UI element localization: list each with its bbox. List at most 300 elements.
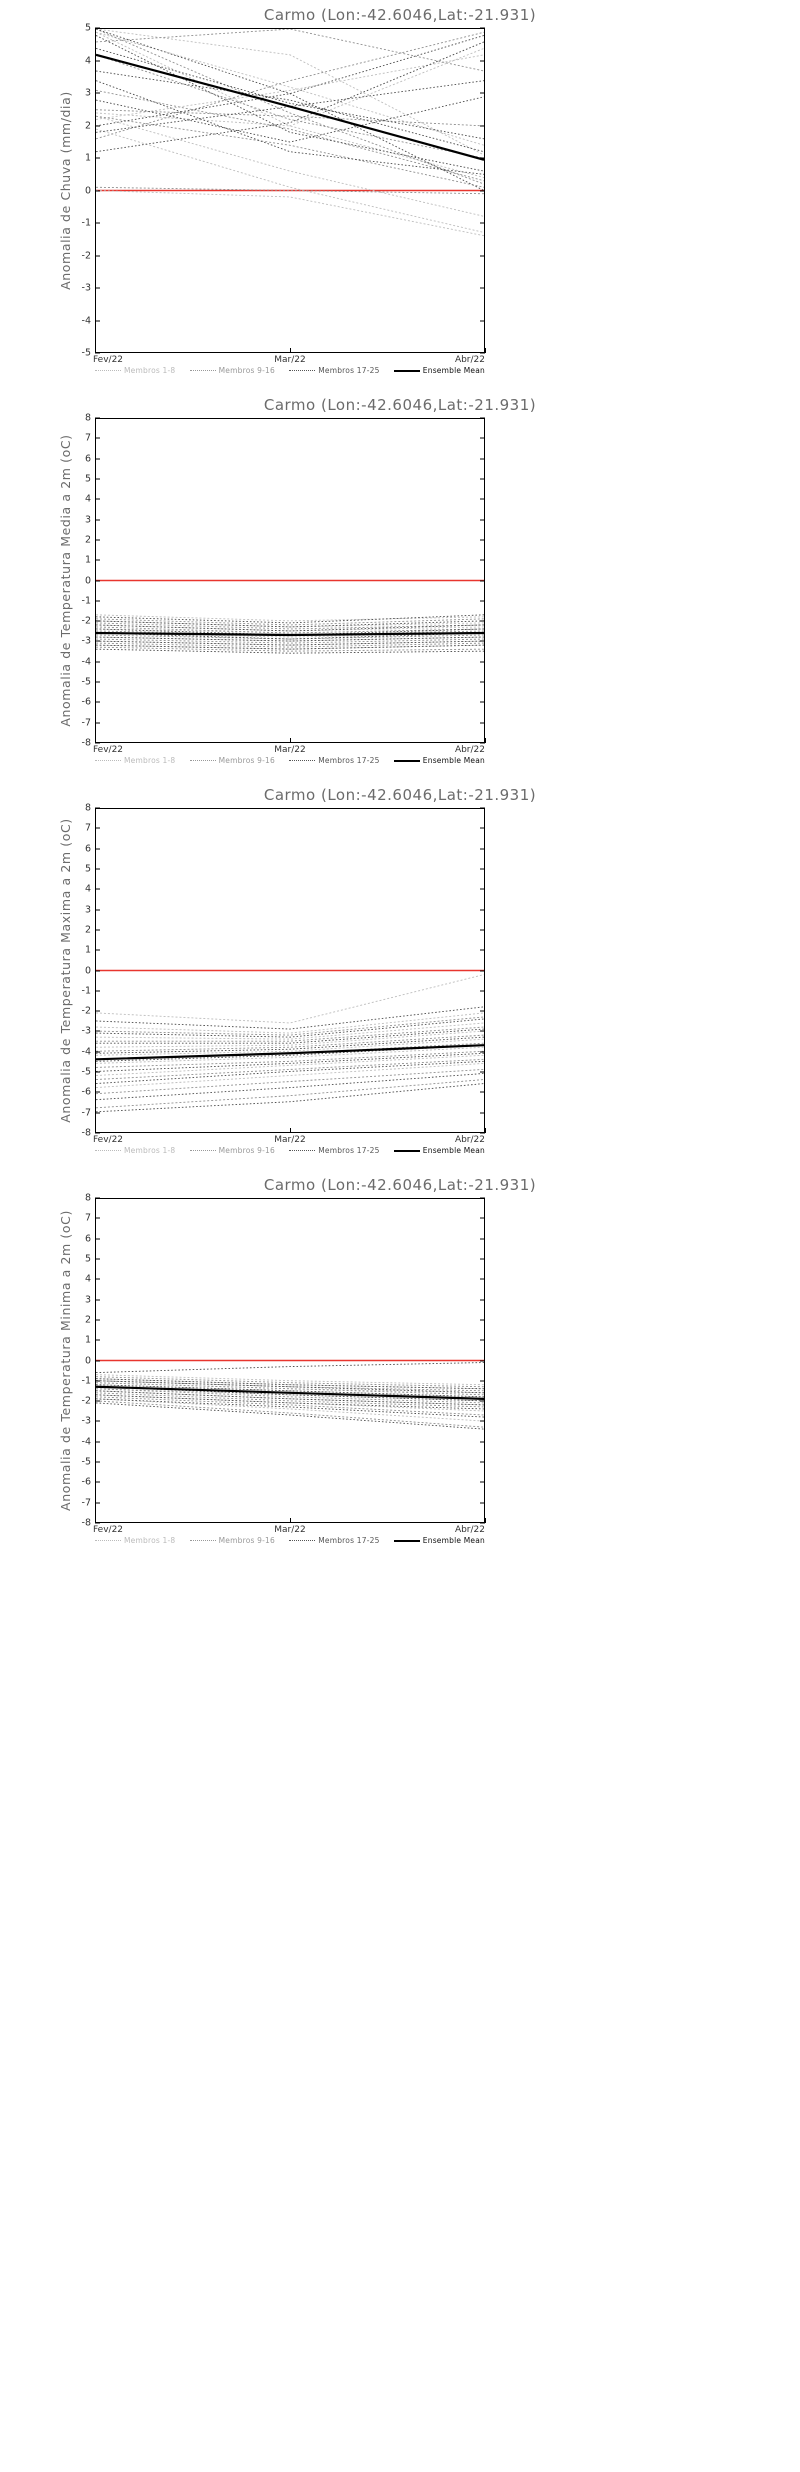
member-line <box>96 619 484 625</box>
member-line <box>96 116 484 216</box>
y-tick-mark <box>95 950 100 951</box>
y-tick-mark <box>95 580 100 581</box>
y-tick-label: 4 <box>84 1273 91 1285</box>
member-line <box>96 641 484 645</box>
y-tick-label: 7 <box>84 1212 91 1224</box>
y-tick-mark <box>95 1112 100 1113</box>
x-tick-mark <box>290 738 291 743</box>
y-tick-mark <box>480 909 485 910</box>
y-tick-mark <box>480 320 485 321</box>
y-tick-mark <box>95 1072 100 1073</box>
y-tick-mark <box>95 828 100 829</box>
plot-area-temp-minima <box>81 1192 485 1535</box>
y-tick-mark <box>95 641 100 642</box>
legend-item[interactable] <box>394 1536 485 1545</box>
y-tick-mark <box>95 458 100 459</box>
y-tick-label: 6 <box>84 843 91 855</box>
y-tick-label: -1 <box>81 217 91 229</box>
legend-item[interactable] <box>95 366 175 375</box>
y-tick-label: -8 <box>81 1127 91 1139</box>
legend-label: Membros 17-25 <box>318 366 380 375</box>
y-tick-mark <box>480 1198 485 1199</box>
y-tick-label: 3 <box>84 514 91 526</box>
legend-item[interactable] <box>95 756 175 765</box>
y-tick-mark <box>95 1011 100 1012</box>
legend-line-swatch <box>394 1150 420 1152</box>
legend <box>95 756 485 765</box>
y-axis-label-holder <box>58 418 78 743</box>
legend-label: Ensemble Mean <box>422 1146 485 1155</box>
x-tick-mark <box>485 348 486 353</box>
x-tick-mark <box>95 738 96 743</box>
y-tick-mark <box>95 1299 100 1300</box>
y-axis-label: Anomalia de Temperatura Media a 2m (oC) <box>58 434 73 727</box>
member-line <box>96 1399 484 1421</box>
x-tick-mark <box>485 1128 486 1133</box>
member-line <box>96 1017 484 1035</box>
y-tick-mark <box>95 682 100 683</box>
y-tick-label: 3 <box>84 1294 91 1306</box>
y-tick-mark <box>480 1011 485 1012</box>
y-tick-label: 5 <box>84 22 91 34</box>
y-tick-mark <box>95 1319 100 1320</box>
y-tick-label: -2 <box>81 615 91 627</box>
y-tick-mark <box>95 1360 100 1361</box>
member-line <box>96 625 484 631</box>
y-tick-mark <box>95 661 100 662</box>
y-tick-mark <box>95 1380 100 1381</box>
y-tick-mark <box>480 1380 485 1381</box>
y-tick-mark <box>480 418 485 419</box>
y-tick-mark <box>95 560 100 561</box>
y-tick-label: -3 <box>81 1025 91 1037</box>
member-line <box>96 32 484 126</box>
member-line <box>96 110 484 126</box>
y-tick-label: -4 <box>81 315 91 326</box>
member-line <box>96 615 484 623</box>
chart-panel-chuva <box>0 0 800 390</box>
y-tick-label: 6 <box>84 453 91 465</box>
member-line <box>96 1379 484 1389</box>
y-tick-mark <box>95 190 100 191</box>
y-tick-mark <box>95 1238 100 1239</box>
y-tick-label: -6 <box>81 1476 91 1488</box>
y-tick-mark <box>95 702 100 703</box>
series-lines <box>96 29 484 352</box>
y-tick-label: -1 <box>81 595 91 607</box>
y-tick-mark <box>95 1482 100 1483</box>
y-tick-mark <box>95 288 100 289</box>
y-tick-label: -1 <box>81 985 91 997</box>
y-tick-mark <box>480 28 485 29</box>
y-tick-label: 1 <box>84 944 91 956</box>
y-tick-mark <box>95 889 100 890</box>
y-tick-mark <box>480 621 485 622</box>
legend-label: Membros 17-25 <box>318 1146 380 1155</box>
y-tick-label: -1 <box>81 1375 91 1387</box>
legend-item[interactable] <box>394 1146 485 1155</box>
y-tick-mark <box>480 190 485 191</box>
y-tick-mark <box>95 539 100 540</box>
y-tick-mark <box>95 1279 100 1280</box>
y-tick-label: 7 <box>84 822 91 834</box>
page-title: Carmo (Lon:-42.6046,Lat:-21.931) <box>263 1176 537 1194</box>
y-tick-label: 1 <box>84 554 91 566</box>
y-tick-mark <box>480 868 485 869</box>
legend-line-swatch <box>289 760 315 761</box>
legend-line-swatch <box>95 1150 121 1151</box>
y-tick-mark <box>480 641 485 642</box>
legend-item[interactable] <box>95 1536 175 1545</box>
member-line <box>96 641 484 645</box>
member-line <box>96 1080 484 1108</box>
y-tick-mark <box>480 539 485 540</box>
y-tick-label: 2 <box>84 924 91 936</box>
y-tick-label: 1 <box>84 152 91 164</box>
y-tick-mark <box>480 1360 485 1361</box>
y-tick-label: -3 <box>81 1415 91 1427</box>
y-tick-mark <box>95 848 100 849</box>
y-tick-label: -7 <box>81 717 91 729</box>
y-tick-mark <box>95 223 100 224</box>
member-line <box>96 1019 484 1037</box>
legend-item[interactable] <box>289 756 379 765</box>
y-tick-label: -5 <box>81 1066 91 1078</box>
member-line <box>96 649 484 653</box>
legend-item[interactable] <box>394 366 485 375</box>
y-tick-mark <box>480 929 485 930</box>
y-axis-label: Anomalia de Temperatura Minima a 2m (oC) <box>58 1210 73 1511</box>
y-tick-mark <box>480 828 485 829</box>
y-tick-mark <box>480 682 485 683</box>
y-tick-label: 4 <box>84 883 91 895</box>
legend-item[interactable] <box>190 1146 275 1155</box>
legend-line-swatch <box>190 370 216 371</box>
y-tick-label: 8 <box>84 802 91 814</box>
member-line <box>96 42 484 152</box>
legend-line-swatch <box>394 1540 420 1542</box>
legend-item[interactable] <box>394 756 485 765</box>
y-tick-label: 3 <box>84 87 91 99</box>
y-tick-mark <box>95 28 100 29</box>
y-tick-mark <box>480 519 485 520</box>
x-tick-mark <box>95 1128 96 1133</box>
y-tick-mark <box>95 970 100 971</box>
chart-panel-temp-minima <box>0 1170 800 1560</box>
x-tick-mark <box>485 738 486 743</box>
y-tick-label: 2 <box>84 534 91 546</box>
x-tick-start: Fev/22 <box>93 1135 124 1145</box>
legend-label: Membros 9-16 <box>218 366 275 375</box>
legend-label: Membros 1-8 <box>124 1536 176 1545</box>
legend-label: Membros 9-16 <box>218 1536 275 1545</box>
legend-line-swatch <box>95 760 121 761</box>
legend-label: Ensemble Mean <box>422 1536 485 1545</box>
x-tick-start: Fev/22 <box>93 1525 124 1535</box>
y-tick-mark <box>95 722 100 723</box>
y-tick-mark <box>480 1299 485 1300</box>
x-tick-mark <box>95 348 96 353</box>
y-axis-label-holder <box>58 1198 78 1523</box>
y-tick-label: -5 <box>81 1456 91 1468</box>
y-tick-mark <box>95 1462 100 1463</box>
member-line <box>96 625 484 631</box>
ensemble-mean-line <box>96 55 484 160</box>
y-tick-mark <box>480 1421 485 1422</box>
plot-frame <box>95 418 485 743</box>
member-line <box>96 623 484 629</box>
chart-panel-temp-media <box>0 390 800 780</box>
y-tick-mark <box>480 1462 485 1463</box>
y-tick-mark <box>95 418 100 419</box>
y-tick-label: 8 <box>84 412 91 424</box>
member-line <box>96 621 484 627</box>
y-tick-mark <box>480 970 485 971</box>
y-tick-mark <box>480 1112 485 1113</box>
legend-line-swatch <box>95 370 121 371</box>
member-line <box>96 1069 484 1093</box>
x-tick-end: Abr/22 <box>454 1135 485 1145</box>
y-axis-label: Anomalia de Chuva (mm/dia) <box>58 91 73 290</box>
y-tick-mark <box>95 1031 100 1032</box>
y-tick-mark <box>95 1401 100 1402</box>
series-lines <box>96 809 484 1132</box>
y-tick-label: 3 <box>84 904 91 916</box>
member-line <box>96 1073 484 1099</box>
member-line <box>96 32 484 145</box>
y-tick-label: -5 <box>81 676 91 688</box>
y-tick-mark <box>480 438 485 439</box>
y-tick-mark <box>480 950 485 951</box>
y-tick-label: 2 <box>84 1314 91 1326</box>
legend-label: Membros 9-16 <box>218 756 275 765</box>
y-tick-label: -7 <box>81 1497 91 1509</box>
y-tick-mark <box>95 1051 100 1052</box>
y-tick-label: -6 <box>81 696 91 708</box>
y-tick-mark <box>95 909 100 910</box>
y-tick-mark <box>480 661 485 662</box>
legend-line-swatch <box>394 370 420 372</box>
y-tick-label: 0 <box>84 1355 91 1366</box>
y-tick-mark <box>95 478 100 479</box>
y-tick-label: -3 <box>81 635 91 647</box>
page-title: Carmo (Lon:-42.6046,Lat:-21.931) <box>263 6 537 24</box>
y-tick-label: 5 <box>84 863 91 875</box>
legend-line-swatch <box>190 1540 216 1541</box>
y-axis-label-holder <box>58 808 78 1133</box>
y-tick-mark <box>480 848 485 849</box>
member-line <box>96 90 484 180</box>
page-title: Carmo (Lon:-42.6046,Lat:-21.931) <box>263 786 537 804</box>
y-tick-mark <box>95 1092 100 1093</box>
x-tick-mark <box>95 1518 96 1523</box>
x-tick-end: Abr/22 <box>454 745 485 755</box>
y-tick-label: -3 <box>81 282 91 294</box>
legend-line-swatch <box>190 760 216 761</box>
y-tick-mark <box>95 1421 100 1422</box>
y-tick-label: 0 <box>84 965 91 976</box>
y-tick-mark <box>480 223 485 224</box>
member-line <box>96 29 484 191</box>
member-line <box>96 191 484 236</box>
legend-item[interactable] <box>289 366 379 375</box>
member-line <box>96 1399 484 1417</box>
legend-label: Ensemble Mean <box>422 756 485 765</box>
y-tick-label: 0 <box>84 575 91 586</box>
x-tick-end: Abr/22 <box>454 1525 485 1535</box>
y-tick-label: -2 <box>81 250 91 261</box>
legend-item[interactable] <box>289 1146 379 1155</box>
y-tick-label: 1 <box>84 1334 91 1346</box>
y-tick-mark <box>480 158 485 159</box>
member-line <box>96 71 484 152</box>
x-tick-mid: Mar/22 <box>274 355 306 365</box>
y-tick-label: -6 <box>81 1086 91 1098</box>
legend-label: Ensemble Mean <box>422 366 485 375</box>
y-tick-label: -4 <box>81 656 91 668</box>
y-tick-mark <box>480 60 485 61</box>
y-tick-label: -4 <box>81 1436 91 1448</box>
member-line <box>96 1053 484 1071</box>
y-tick-label: -4 <box>81 1046 91 1058</box>
y-tick-mark <box>480 125 485 126</box>
legend-item[interactable] <box>190 756 275 765</box>
y-tick-mark <box>95 93 100 94</box>
y-tick-label: 7 <box>84 432 91 444</box>
legend-item[interactable] <box>95 1146 175 1155</box>
y-tick-mark <box>480 889 485 890</box>
legend-item[interactable] <box>190 1536 275 1545</box>
member-line <box>96 1363 484 1373</box>
y-tick-mark <box>95 1502 100 1503</box>
y-tick-mark <box>95 60 100 61</box>
y-tick-mark <box>480 1279 485 1280</box>
legend-line-swatch <box>289 1150 315 1151</box>
chart-panel-temp-maxima <box>0 780 800 1170</box>
legend-line-swatch <box>289 370 315 371</box>
x-tick-mark <box>290 1128 291 1133</box>
member-line <box>96 1037 484 1053</box>
y-tick-mark <box>95 1198 100 1199</box>
legend-item[interactable] <box>190 366 275 375</box>
y-tick-mark <box>95 255 100 256</box>
legend <box>95 366 485 375</box>
x-tick-mid: Mar/22 <box>274 745 306 755</box>
legend-label: Membros 17-25 <box>318 756 380 765</box>
y-tick-mark <box>95 438 100 439</box>
member-line <box>96 645 484 649</box>
member-line <box>96 975 484 1023</box>
member-line <box>96 1397 484 1415</box>
y-tick-mark <box>95 868 100 869</box>
y-tick-mark <box>480 1051 485 1052</box>
y-tick-mark <box>95 621 100 622</box>
y-tick-label: 2 <box>84 120 91 131</box>
legend-label: Membros 17-25 <box>318 1536 380 1545</box>
member-line <box>96 621 484 627</box>
y-tick-label: -8 <box>81 737 91 749</box>
member-line <box>96 645 484 649</box>
series-lines <box>96 1199 484 1522</box>
y-tick-mark <box>480 1401 485 1402</box>
y-tick-label: 4 <box>84 493 91 505</box>
x-tick-start: Fev/22 <box>93 745 124 755</box>
y-tick-mark <box>480 1482 485 1483</box>
legend <box>95 1536 485 1545</box>
y-tick-mark <box>480 499 485 500</box>
y-tick-label: 8 <box>84 1192 91 1204</box>
legend-line-swatch <box>289 1540 315 1541</box>
y-tick-label: 0 <box>84 185 91 196</box>
y-axis-label: Anomalia de Temperatura Maxima a 2m (oC) <box>58 818 73 1123</box>
y-tick-mark <box>480 1319 485 1320</box>
plot-area-chuva <box>81 22 485 365</box>
y-tick-mark <box>95 990 100 991</box>
y-tick-mark <box>95 519 100 520</box>
y-tick-label: 6 <box>84 1233 91 1245</box>
y-tick-mark <box>95 499 100 500</box>
y-tick-mark <box>95 808 100 809</box>
y-tick-mark <box>480 600 485 601</box>
legend-line-swatch <box>394 760 420 762</box>
y-tick-mark <box>480 808 485 809</box>
y-tick-mark <box>480 1258 485 1259</box>
y-tick-label: 4 <box>84 55 91 66</box>
y-tick-mark <box>480 990 485 991</box>
page-title: Carmo (Lon:-42.6046,Lat:-21.931) <box>263 396 537 414</box>
y-tick-label: -2 <box>81 1395 91 1407</box>
y-tick-label: 5 <box>84 1253 91 1265</box>
y-tick-mark <box>480 478 485 479</box>
legend-item[interactable] <box>289 1536 379 1545</box>
member-line <box>96 627 484 633</box>
member-line <box>96 615 484 621</box>
y-tick-mark <box>95 1258 100 1259</box>
y-tick-mark <box>480 288 485 289</box>
plot-area-temp-media <box>81 412 485 755</box>
y-tick-mark <box>480 1092 485 1093</box>
plot-area-temp-maxima <box>81 802 485 1145</box>
x-tick-mark <box>290 1518 291 1523</box>
y-tick-mark <box>95 929 100 930</box>
y-tick-mark <box>95 158 100 159</box>
y-tick-mark <box>480 580 485 581</box>
y-tick-mark <box>480 1072 485 1073</box>
legend-label: Membros 1-8 <box>124 756 176 765</box>
legend-label: Membros 1-8 <box>124 1146 176 1155</box>
y-tick-mark <box>480 458 485 459</box>
x-tick-mark <box>290 348 291 353</box>
legend-label: Membros 9-16 <box>218 1146 275 1155</box>
x-tick-mark <box>485 1518 486 1523</box>
y-tick-mark <box>95 600 100 601</box>
member-line <box>96 1007 484 1029</box>
x-tick-mid: Mar/22 <box>274 1525 306 1535</box>
plot-frame <box>95 1198 485 1523</box>
legend-label: Membros 1-8 <box>124 366 176 375</box>
y-tick-label: -2 <box>81 1005 91 1017</box>
y-tick-label: -8 <box>81 1517 91 1529</box>
plot-frame <box>95 28 485 353</box>
y-axis-label-holder <box>58 28 78 353</box>
member-line <box>96 1061 484 1083</box>
y-tick-mark <box>480 702 485 703</box>
y-tick-mark <box>480 1218 485 1219</box>
y-tick-mark <box>95 125 100 126</box>
legend-line-swatch <box>190 1150 216 1151</box>
series-lines <box>96 419 484 742</box>
y-tick-mark <box>480 1031 485 1032</box>
